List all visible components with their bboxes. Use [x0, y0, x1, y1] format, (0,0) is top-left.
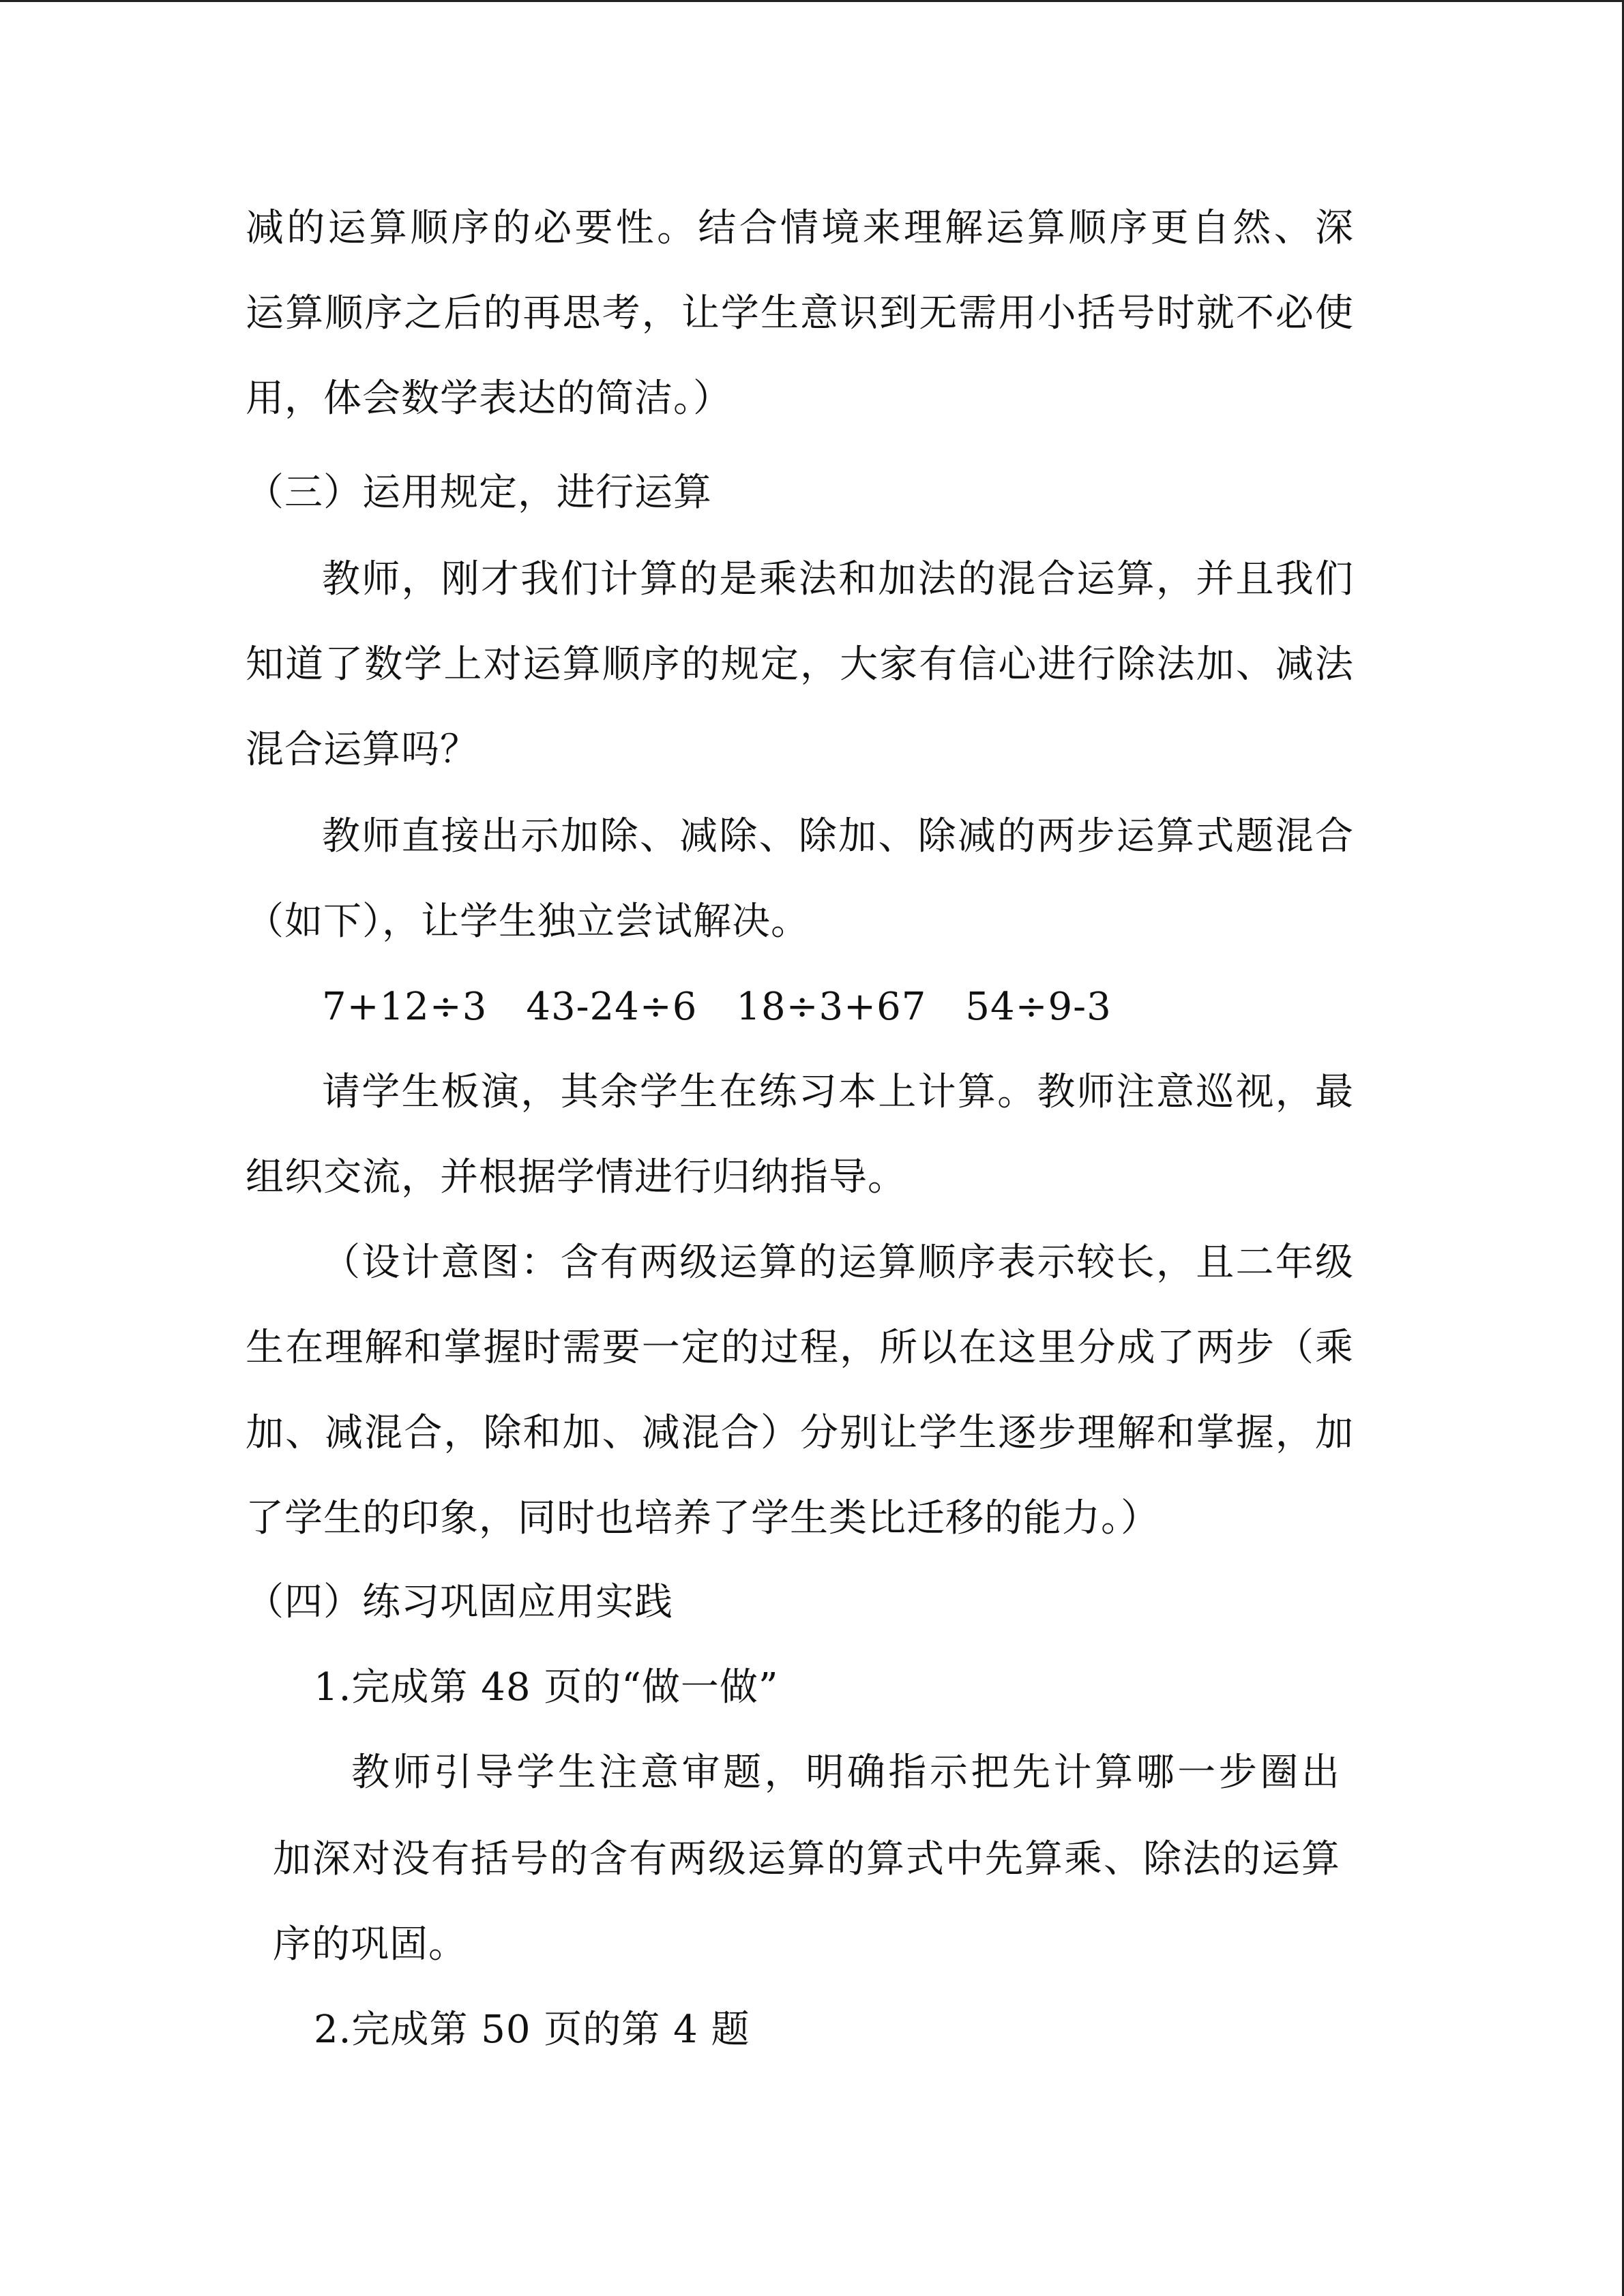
paragraph-line: 加深对没有括号的含有两级运算的算式中先算乘、除法的运算	[273, 1837, 1340, 1881]
list-item-heading: 1.完成第 48 页的“做一做”	[314, 1665, 779, 1710]
section-heading: （三）运用规定，进行运算	[246, 471, 712, 515]
paragraph-line: 组织交流，并根据学情进行归纳指导。	[246, 1155, 906, 1199]
paragraph-line: 生在理解和掌握时需要一定的过程，所以在这里分成了两步（乘	[246, 1326, 1354, 1370]
top-border-rule	[0, 0, 1624, 2]
paragraph-line: 序的巩固。	[273, 1922, 467, 1967]
paragraph-line: 用，体会数学表达的简洁。）	[246, 376, 732, 421]
paragraph-line: 加、减混合，除和加、减混合）分别让学生逐步理解和掌握，加	[246, 1411, 1354, 1455]
paragraph-line: 减的运算顺序的必要性。结合情境来理解运算顺序更自然、深	[246, 206, 1354, 250]
paragraph-line: 了学生的印象，同时也培养了学生类比迁移的能力。）	[246, 1496, 1160, 1540]
list-item-heading: 2.完成第 50 页的第 4 题	[314, 2008, 750, 2052]
paragraph-line: 教师直接出示加除、减除、除加、除减的两步运算式题混合	[322, 814, 1354, 859]
paragraph-line: 教师引导学生注意审题，明确指示把先计算哪一步圈出	[351, 1750, 1340, 1795]
paragraph-line: 运算顺序之后的再思考，让学生意识到无需用小括号时就不必使	[246, 291, 1354, 336]
paragraph-line: 知道了数学上对运算顺序的规定，大家有信心进行除法加、减法	[246, 642, 1354, 687]
math-expressions: 7+12÷3 43-24÷6 18÷3+67 54÷9-3	[322, 985, 1112, 1029]
paragraph-line: 请学生板演，其余学生在练习本上计算。教师注意巡视，最	[322, 1070, 1354, 1114]
paragraph-line: （如下），让学生独立尝试解决。	[246, 899, 810, 944]
paragraph-line: 混合运算吗？	[246, 728, 479, 772]
paragraph-line: （设计意图：含有两级运算的运算顺序表示较长，且二年级	[322, 1240, 1354, 1285]
paragraph-line: 教师，刚才我们计算的是乘法和加法的混合运算，并且我们	[322, 557, 1354, 601]
section-heading: （四）练习巩固应用实践	[246, 1580, 673, 1624]
